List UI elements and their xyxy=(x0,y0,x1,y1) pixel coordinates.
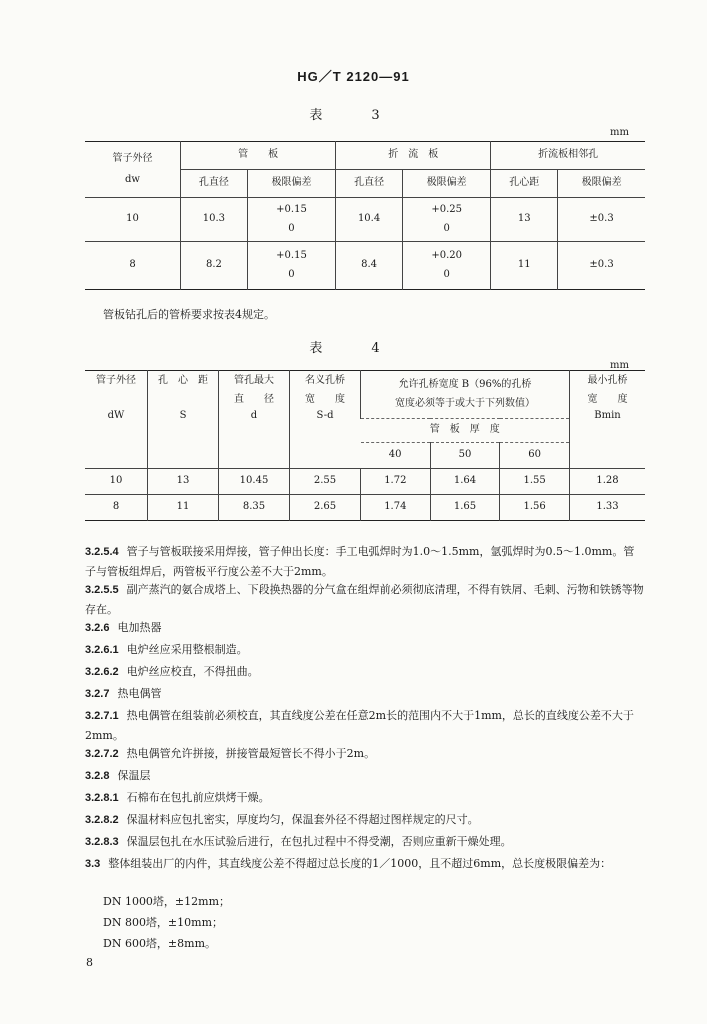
table-row: 8 8.2 +0.15 0 8.4 +0.20 0 11 ±0.3 xyxy=(85,242,645,290)
table4-head-maxdia: 管孔最大 直 径 d xyxy=(219,371,290,469)
clause-3-2-7-2: 3.2.7.2 热电偶管允许拼接，拼接管最短管长不得小于2m。 xyxy=(85,747,376,760)
table4-head-t60: 60 xyxy=(500,443,570,469)
table3-head-hole2: 孔直径 xyxy=(336,170,403,198)
clause-3-2-6: 3.2.6 电加热器 xyxy=(85,621,162,634)
table-row: 10 13 10.45 2.55 1.72 1.64 1.55 1.28 xyxy=(85,469,645,495)
table4-intro-note: 管板钻孔后的管桥要求按表4规定。 xyxy=(103,308,275,321)
clause-3-2-5-4: 3.2.5.4 管子与管板联接采用焊接，管子伸出长度：手工电弧焊时为1.0～1.5mm，氩弧焊时为0.5～1.0mm。管子与管板组焊后，两管板平行度公差不大于2mm。 xyxy=(85,545,635,578)
table4 xyxy=(85,370,645,521)
clause-3-2-7: 3.2.7 热电偶管 xyxy=(85,687,162,700)
clause-3-2-8-1: 3.2.8.1 石棉布在包扎前应烘烤干燥。 xyxy=(85,791,270,804)
table4-head-min: 最小孔桥 宽 度 Bmin xyxy=(570,371,646,469)
table3-head-baffle: 折 流 板 xyxy=(336,142,491,170)
table3-head-od: 管子外径 dw xyxy=(112,153,153,185)
table3-head-pitch: 孔心距 xyxy=(491,170,558,198)
table4-head-od: 管子外径 dW xyxy=(96,375,136,421)
table4-head-thickness: 管 板 厚 度 xyxy=(361,419,570,443)
table4-head-t50: 50 xyxy=(430,443,500,469)
table3 xyxy=(85,141,645,290)
table4-head-pitch: 孔 心 距 S xyxy=(148,371,219,469)
page-header: HG／T 2120—91 xyxy=(297,69,410,84)
clause-3-2-8-2: 3.2.8.2 保温材料应包扎密实，厚度均匀，保温套外径不得超过图样规定的尺寸。 xyxy=(85,813,479,826)
clause-3-2-7-1: 3.2.7.1 热电偶管在组装前必须校直，其直线度公差在任意2m长的范围内不大于1mm，总长的直线度公差不大于2mm。 xyxy=(85,709,634,742)
table3-caption: 表 3 xyxy=(309,108,398,123)
page-number: 8 xyxy=(86,956,93,969)
table-row: 8 11 8.35 2.65 1.74 1.65 1.56 1.33 xyxy=(85,495,645,521)
clause-3-2-8: 3.2.8 保温层 xyxy=(85,769,151,782)
table4-head-t40: 40 xyxy=(388,449,402,461)
table3-head-tubesheet: 管 板 xyxy=(181,142,336,170)
table-row: 10 10.3 +0.15 0 10.4 +0.25 0 13 ±0.3 xyxy=(85,198,645,242)
table3-head-hole1: 孔直径 xyxy=(181,170,248,198)
clause-3-2-8-3: 3.2.8.3 保温层包扎在水压试验后进行，在包扎过程中不得受潮，否则应重新干燥处理。 xyxy=(85,835,512,848)
table3-head-dev2: 极限偏差 xyxy=(402,170,490,198)
table4-head-allowable: 允许孔桥宽度 B（96%的孔桥 宽度必须等于或大于下列数值） xyxy=(361,371,570,419)
table4-unit: mm xyxy=(610,360,629,371)
table4-head-nominal: 名义孔桥 宽 度 S-d xyxy=(290,371,361,469)
clause-3-2-6-1: 3.2.6.1 电炉丝应采用整根制造。 xyxy=(85,643,248,656)
tolerance-dn1000: DN 1000塔，±12mm； xyxy=(103,895,231,908)
table3-head-dev1: 极限偏差 xyxy=(247,170,335,198)
tolerance-dn600: DN 600塔，±8mm。 xyxy=(103,937,217,950)
table4-caption: 表 4 xyxy=(309,341,398,356)
clause-3-3: 3.3 整体组装出厂的内件，其直线度公差不得超过总长度的1／1000，且不超过6mm，总长度极限偏差为： xyxy=(85,857,612,870)
clause-3-2-6-2: 3.2.6.2 电炉丝应校直，不得扭曲。 xyxy=(85,665,259,678)
table3-head-adjacent: 折流板相邻孔 xyxy=(491,142,645,170)
table3-head-dev3: 极限偏差 xyxy=(558,170,645,198)
clause-3-2-5-5: 3.2.5.5 副产蒸汽的氨合成塔上、下段换热器的分气盒在组焊前必须彻底清理，不得有铁屑、毛刺、污物和铁锈等物存在。 xyxy=(85,583,644,616)
tolerance-dn800: DN 800塔，±10mm； xyxy=(103,916,224,929)
table3-unit: mm xyxy=(610,127,629,138)
